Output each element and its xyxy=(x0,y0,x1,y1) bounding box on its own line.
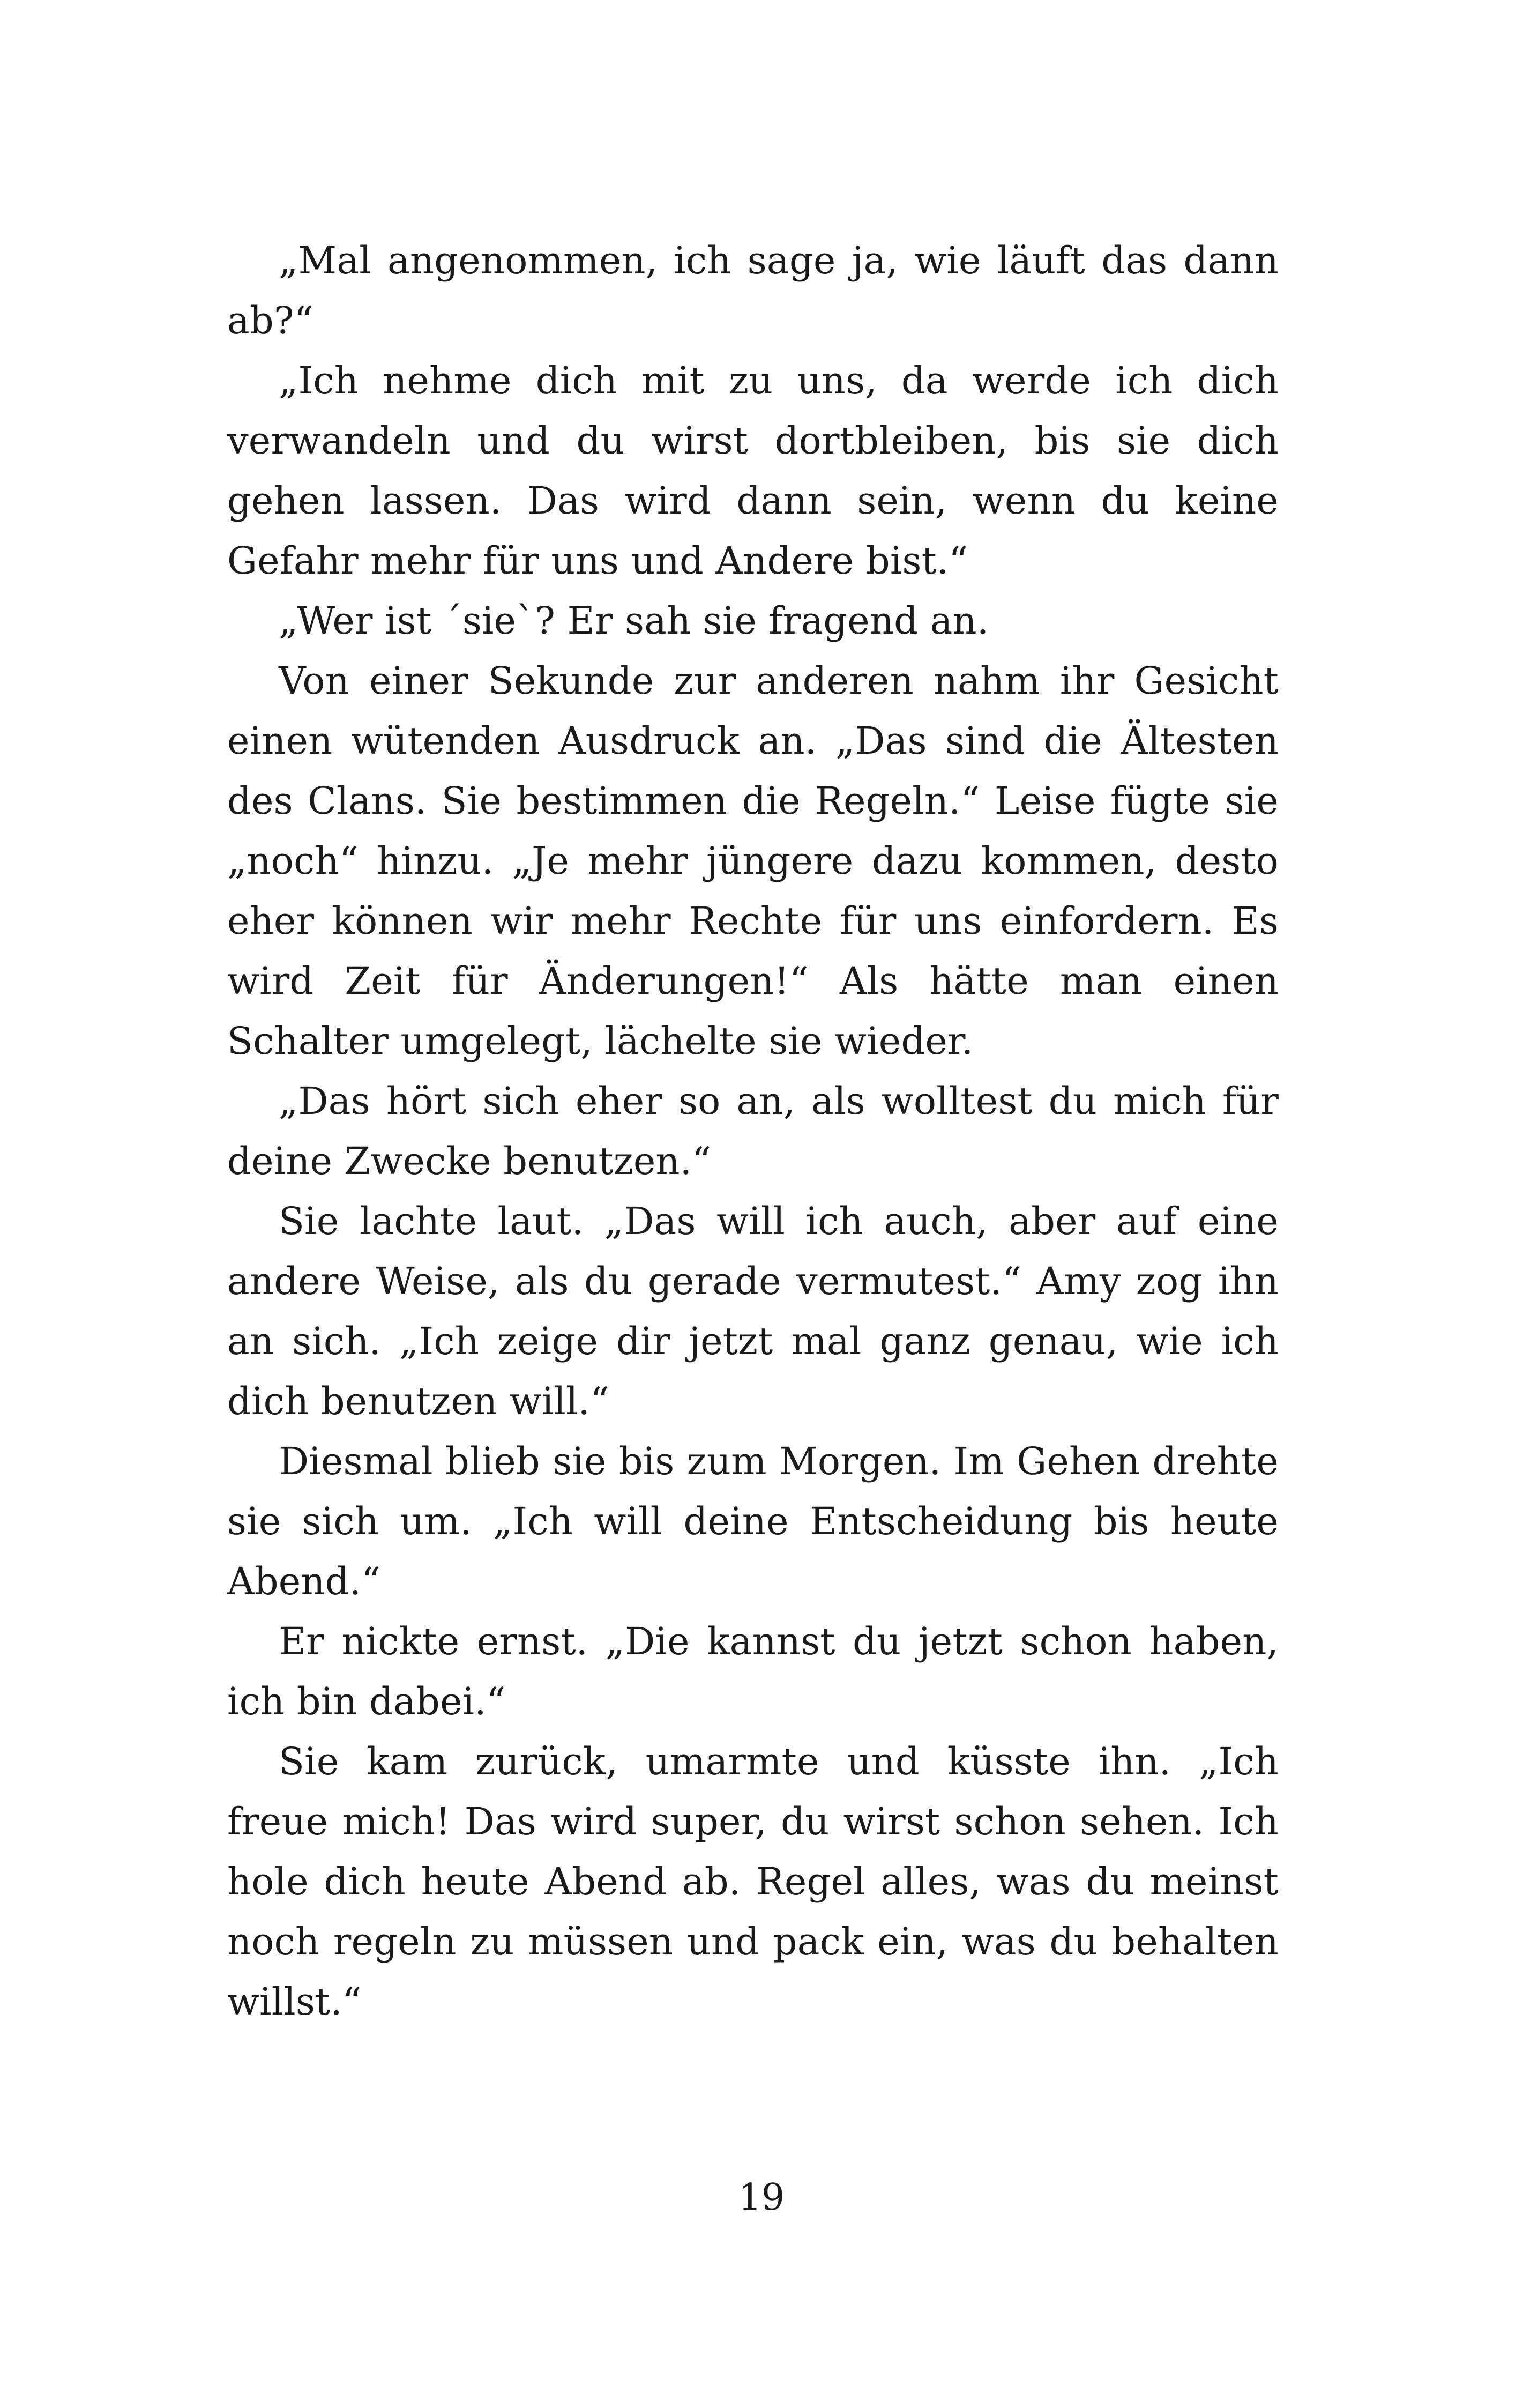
paragraph: Sie kam zurück, umarmte und küsste ihn. „Ich freue mich! Das wird super, du wirst schon sehen. Ich hole dich heute Abend ab. Regel alles, was du meinst noch regeln zu müssen und pack ein, was du behalten willst.“ xyxy=(227,1740,1279,2024)
page-number: 19 xyxy=(738,2176,785,2219)
paragraph: Von einer Sekunde zur anderen nahm ihr Gesicht einen wütenden Ausdruck an. „Das sind die Ältesten des Clans. Sie bestimmen die Regeln.“ Leise fügte sie „noch“ hinzu. „Je mehr jüngere dazu kommen, desto eher können wir mehr Rechte für uns einfordern. Es wird Zeit für Änderungen!“ Als hätte man einen Schalter umgelegt, lächelte sie wieder. xyxy=(227,659,1279,1063)
paragraph: Diesmal blieb sie bis zum Morgen. Im Gehen drehte sie sich um. „Ich will deine Entscheidung bis heute Abend.“ xyxy=(227,1439,1279,1603)
paragraph: „Wer ist ´sie`? Er sah sie fragend an. xyxy=(279,599,989,643)
paragraph: „Das hört sich eher so an, als wolltest du mich für deine Zwecke benutzen.“ xyxy=(227,1079,1279,1183)
paragraph: „Ich nehme dich mit zu uns, da werde ich dich verwandeln und du wirst dortbleiben, bis sie dich gehen lassen. Das wird dann sein, wenn du keine Gefahr mehr für uns und Andere bist.“ xyxy=(227,359,1279,583)
paragraph: „Mal angenommen, ich sage ja, wie läuft das dann ab?“ xyxy=(227,239,1279,343)
body-text xyxy=(227,231,1279,2032)
paragraph: Sie lachte laut. „Das will ich auch, aber auf eine andere Weise, als du gerade vermutest.“ Amy zog ihn an sich. „Ich zeige dir jetzt mal ganz genau, wie ich dich benutzen will.“ xyxy=(227,1199,1279,1423)
paragraph: Er nickte ernst. „Die kannst du jetzt schon haben, ich bin dabei.“ xyxy=(227,1619,1279,1723)
